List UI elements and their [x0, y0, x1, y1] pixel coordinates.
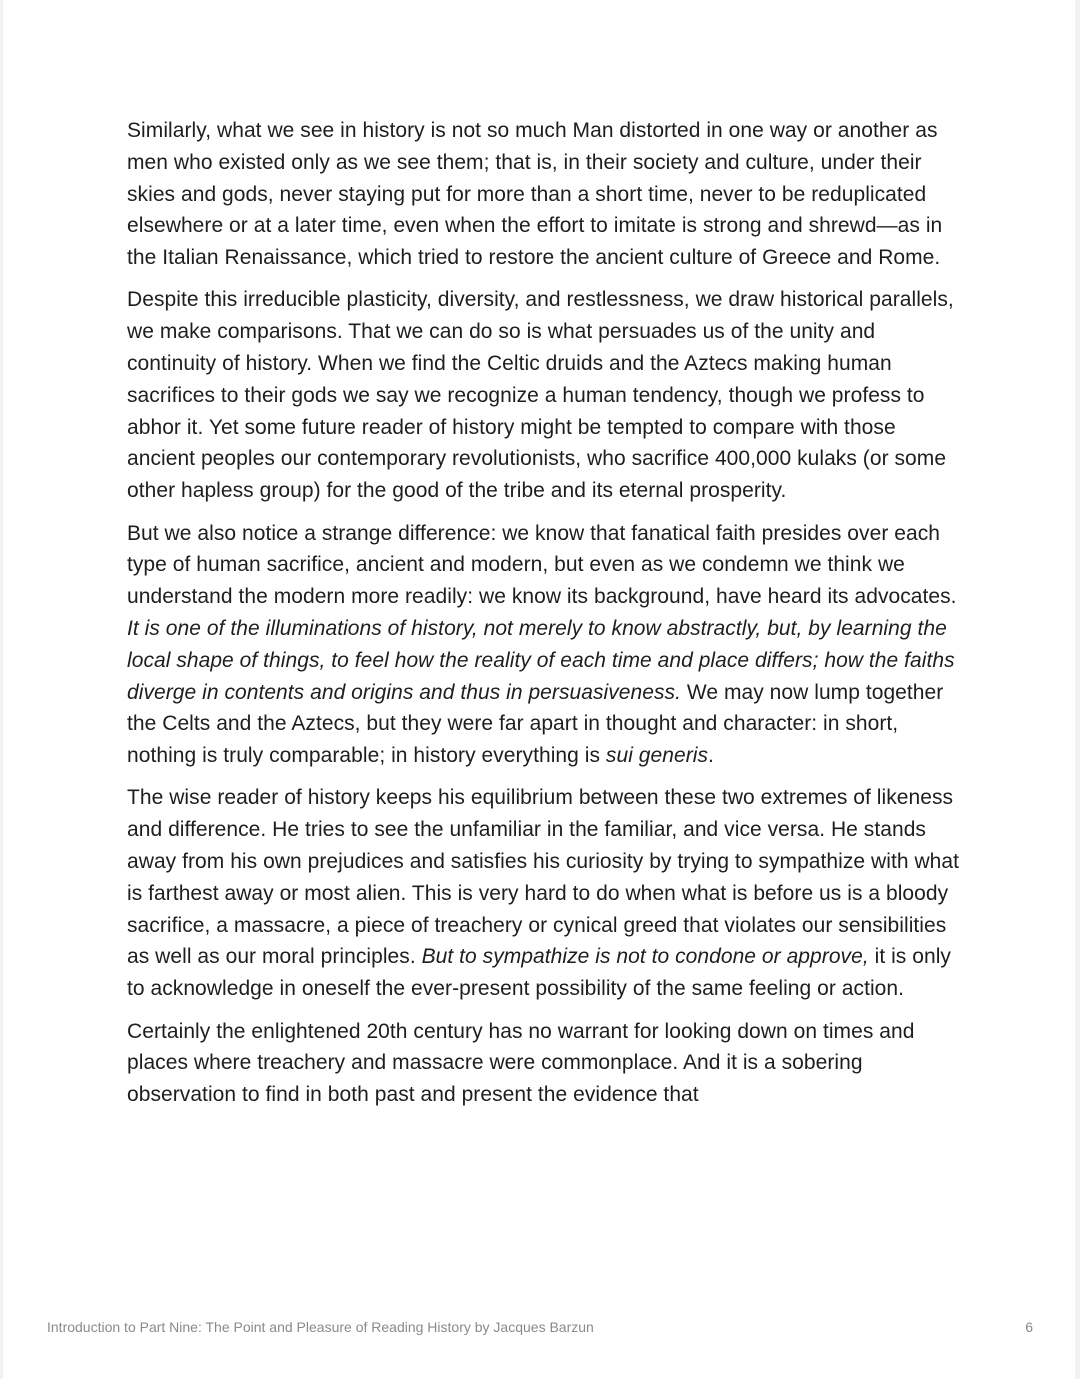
paragraph-4 — [127, 782, 959, 1005]
paragraph-3-text-c: . — [708, 744, 714, 768]
paragraph-1 — [127, 115, 959, 274]
document-page — [3, 0, 1075, 1379]
paragraph-5-text: Certainly the enlightened 20th century has no warrant for looking down on times and places where treachery and massacre were commonplace. And it is a sobering observation to find in both past and present the evidence that — [127, 1019, 915, 1107]
footer-document-title: Introduction to Part Nine: The Point and Pleasure of Reading History by Jacques Barzun — [47, 1319, 594, 1335]
paragraph-1-text: Similarly, what we see in history is not so much Man distorted in one way or another as men who existed only as we see them; that is, in their society and culture, under their skies and gods, never staying put for more than a short time, never to be reduplicated elsewhere or at a later time, even when the effort to imitate is strong and shrewd—as in the Italian Renaissance, which tried to restore the ancient culture of Greece and Rome. — [127, 119, 943, 270]
paragraph-4-italic-sympathize: But to sympathize is not to condone or approve, — [421, 945, 869, 969]
paragraph-4-text-a: The wise reader of history keeps his equilibrium between these two extremes of likeness and difference. He tries to see the unfamiliar in the familiar, and vice versa. He stands away from his own prejudices and satisfies his curiosity by trying to sympathize with what is farthest away or most alien. This is very hard to do when what is before us is a bloody sacrifice, a massacre, a piece of treachery or cynical greed that violates our sensibilities as well as our moral principles. — [127, 786, 960, 969]
paragraph-3-italic-sui-generis: sui generis — [605, 744, 709, 768]
paragraph-5 — [127, 1016, 959, 1111]
paragraph-2 — [127, 284, 959, 507]
paragraph-3-text-a: But we also notice a strange difference: we know that fanatical faith presides over each type of human sacrifice, ancient and modern, but even as we condemn we think we understand the modern more readily: we know its background, have heard its advocates. — [127, 521, 957, 609]
paragraph-3-text-b: We may now lump together the Celts and the Aztecs, but they were far apart in thought and character: in short, nothing is truly comparable; in history everything is — [127, 680, 944, 768]
paragraph-2-text: Despite this irreducible plasticity, diversity, and restlessness, we draw historical parallels, we make comparisons. That we can do so is what persuades us of the unity and continuity of history. When we find the Celtic druids and the Aztecs making human sacrifices to their gods we say we recognize a human tendency, though we profess to abhor it. Yet some future reader of history might be tempted to compare with those ancient peoples our contemporary revolutionists, who sacrifice 400,000 kulaks (or some other hapless group) for the good of the tribe and its eternal prosperity. — [127, 288, 954, 503]
paragraph-3 — [127, 518, 959, 772]
paragraph-3-italic-illuminations: It is one of the illuminations of history, not merely to know abstractly, but, by learning the local shape of things, to feel how the reality of each time and place differs; how the faiths diverge in contents and origins and thus in persuasiveness. — [127, 616, 955, 704]
footer-page-number: 6 — [1025, 1319, 1033, 1335]
paragraph-4-text-b: it is only to acknowledge in oneself the ever-present possibility of the same feeling or action. — [127, 945, 951, 1001]
body-text — [127, 115, 959, 1121]
